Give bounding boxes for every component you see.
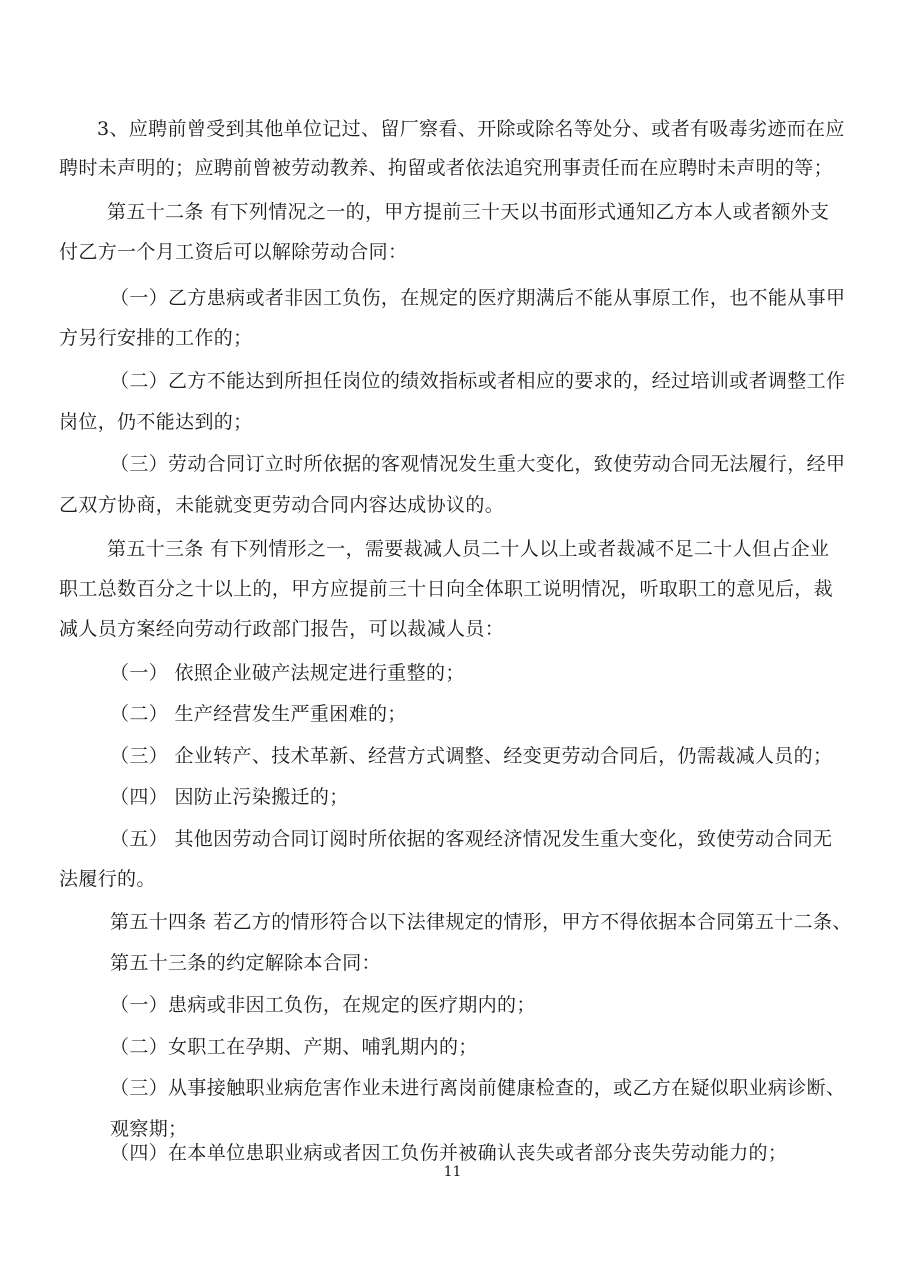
text-line: （二）乙方不能达到所担任岗位的绩效指标或者相应的要求的，经过培训或者调整工作 <box>110 370 846 392</box>
text-line: （四）在本单位患职业病或者因工负伤并被确认丧失或者部分丧失劳动能力的； <box>110 1142 788 1164</box>
text-line: 方另行安排的工作的； <box>59 327 253 349</box>
text-line: 第五十三条 有下列情形之一，需要裁减人员二十人以上或者裁减不足二十人但占企业 <box>107 538 830 560</box>
text-line: 岗位，仍不能达到的； <box>59 411 253 433</box>
text-line: 减人员方案经向劳动行政部门报告，可以裁减人员： <box>59 618 505 640</box>
page-number: 11 <box>443 1164 462 1180</box>
text-line: 3、应聘前曾受到其他单位记过、留厂察看、开除或除名等处分、或者有吸毒劣迹而在应 <box>97 118 845 140</box>
text-line: 观察期； <box>110 1118 188 1140</box>
text-line: （三）从事接触职业病危害作业未进行离岗前健康检查的，或乙方在疑似职业病诊断、 <box>110 1077 846 1099</box>
text-line: （一）患病或非因工负伤，在规定的医疗期内的； <box>110 994 536 1016</box>
text-line: 职工总数百分之十以上的，甲方应提前三十日向全体职工说明情况，听取职工的意见后，裁 <box>59 578 834 600</box>
text-line: 第五十四条 若乙方的情形符合以下法律规定的情形，甲方不得依据本合同第五十二条、 <box>110 911 852 933</box>
text-line: （一）乙方患病或者非因工负伤，在规定的医疗期满后不能从事原工作，也不能从事甲 <box>110 287 846 309</box>
text-line: 第五十二条 有下列情况之一的，甲方提前三十天以书面形式通知乙方本人或者额外支 <box>107 201 830 223</box>
text-line: （三） 企业转产、技术革新、经营方式调整、经变更劳动合同后，仍需裁减人员的； <box>110 745 833 767</box>
text-line: （五） 其他因劳动合同订阅时所依据的客观经济情况发生重大变化，致使劳动合同无 <box>110 828 833 850</box>
text-line: （二）女职工在孕期、产期、哺乳期内的； <box>110 1036 478 1058</box>
text-line: 付乙方一个月工资后可以解除劳动合同： <box>59 241 408 263</box>
text-line: 乙双方协商，未能就变更劳动合同内容达成协议的。 <box>59 494 505 516</box>
text-line: （二） 生产经营发生严重困难的； <box>110 703 407 725</box>
text-line: 第五十三条的约定解除本合同： <box>110 952 381 974</box>
text-line: （三）劳动合同订立时所依据的客观情况发生重大变化，致使劳动合同无法履行，经甲 <box>110 453 846 475</box>
text-line: 法履行的。 <box>59 868 156 890</box>
text-line: （四） 因防止污染搬迁的； <box>110 786 349 808</box>
text-line: 聘时未声明的；应聘前曾被劳动教养、拘留或者依法追究刑事责任而在应聘时未声明的等； <box>59 157 834 179</box>
text-line: （一） 依照企业破产法规定进行重整的； <box>110 662 465 684</box>
